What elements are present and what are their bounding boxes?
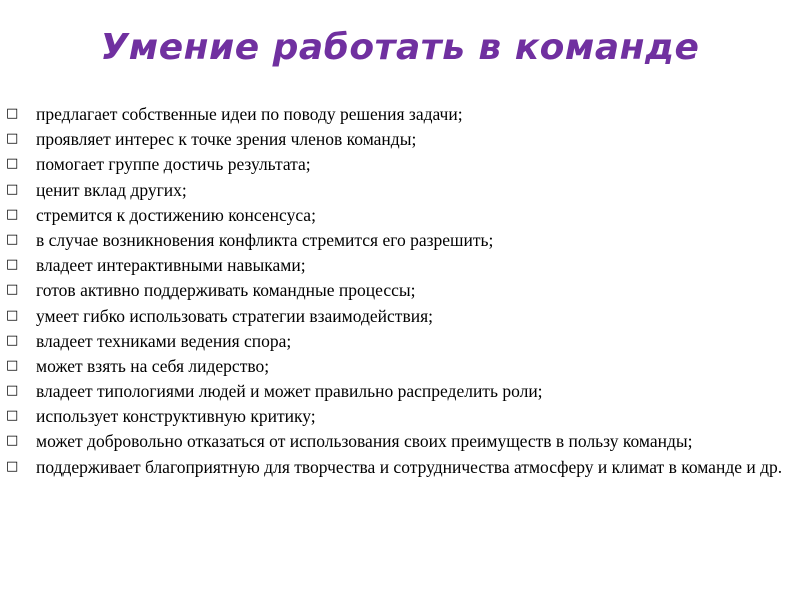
list-item — [6, 128, 786, 150]
list-item-text: может добровольно отказаться от использования своих преимуществ в пользу команды; — [36, 431, 693, 452]
list-item — [6, 204, 786, 226]
hollow-square-bullet-icon: □ — [6, 131, 19, 147]
hollow-square-bullet-icon: □ — [6, 307, 19, 323]
list-item-text: владеет интерактивными навыками; — [36, 255, 306, 276]
list-item — [6, 380, 786, 402]
list-item — [6, 355, 786, 377]
hollow-square-bullet-icon: □ — [6, 357, 19, 373]
list-item-text: готов активно поддерживать командные процессы; — [36, 280, 416, 301]
list-item — [6, 179, 786, 201]
list-item — [6, 305, 786, 327]
slide-title: Умение работать в команде — [100, 27, 700, 68]
list-item-text: поддерживает благоприятную для творчества и сотрудничества атмосферу и климат в команде и др. — [36, 456, 783, 477]
list-item-text: владеет типологиями людей и может правильно распределить роли; — [36, 381, 543, 402]
hollow-square-bullet-icon: □ — [6, 282, 19, 298]
list-item-text: владеет техниками ведения спора; — [36, 330, 292, 351]
bullet-list — [6, 103, 786, 481]
hollow-square-bullet-icon: □ — [6, 231, 19, 247]
list-item-text: может взять на себя лидерство; — [36, 355, 270, 376]
list-item — [6, 254, 786, 276]
hollow-square-bullet-icon: □ — [6, 332, 19, 348]
hollow-square-bullet-icon: □ — [6, 383, 19, 399]
list-item-text: ценит вклад других; — [36, 179, 187, 200]
list-item — [6, 153, 786, 175]
hollow-square-bullet-icon: □ — [6, 458, 19, 474]
list-item-text: проявляет интерес к точке зрения членов команды; — [36, 129, 417, 150]
hollow-square-bullet-icon: □ — [6, 408, 19, 424]
hollow-square-bullet-icon: □ — [6, 206, 19, 222]
hollow-square-bullet-icon: □ — [6, 433, 19, 449]
list-item — [6, 456, 786, 478]
list-item-text: предлагает собственные идеи по поводу решения задачи; — [36, 104, 463, 124]
list-item — [6, 405, 786, 427]
list-item — [6, 430, 786, 452]
list-item-text: стремится к достижению консенсуса; — [36, 204, 316, 225]
list-item — [6, 330, 786, 352]
hollow-square-bullet-icon: □ — [6, 181, 19, 197]
list-item — [6, 279, 786, 301]
list-item-text: использует конструктивную критику; — [36, 406, 316, 427]
hollow-square-bullet-icon: □ — [6, 106, 19, 121]
hollow-square-bullet-icon: □ — [6, 257, 19, 273]
list-item-text: умеет гибко использовать стратегии взаимодействия; — [36, 305, 433, 326]
list-item-text: помогает группе достичь результата; — [36, 154, 311, 175]
list-item — [6, 229, 786, 251]
list-item — [6, 103, 786, 125]
hollow-square-bullet-icon: □ — [6, 156, 19, 172]
list-item-text: в случае возникновения конфликта стремится его разрешить; — [36, 229, 494, 250]
